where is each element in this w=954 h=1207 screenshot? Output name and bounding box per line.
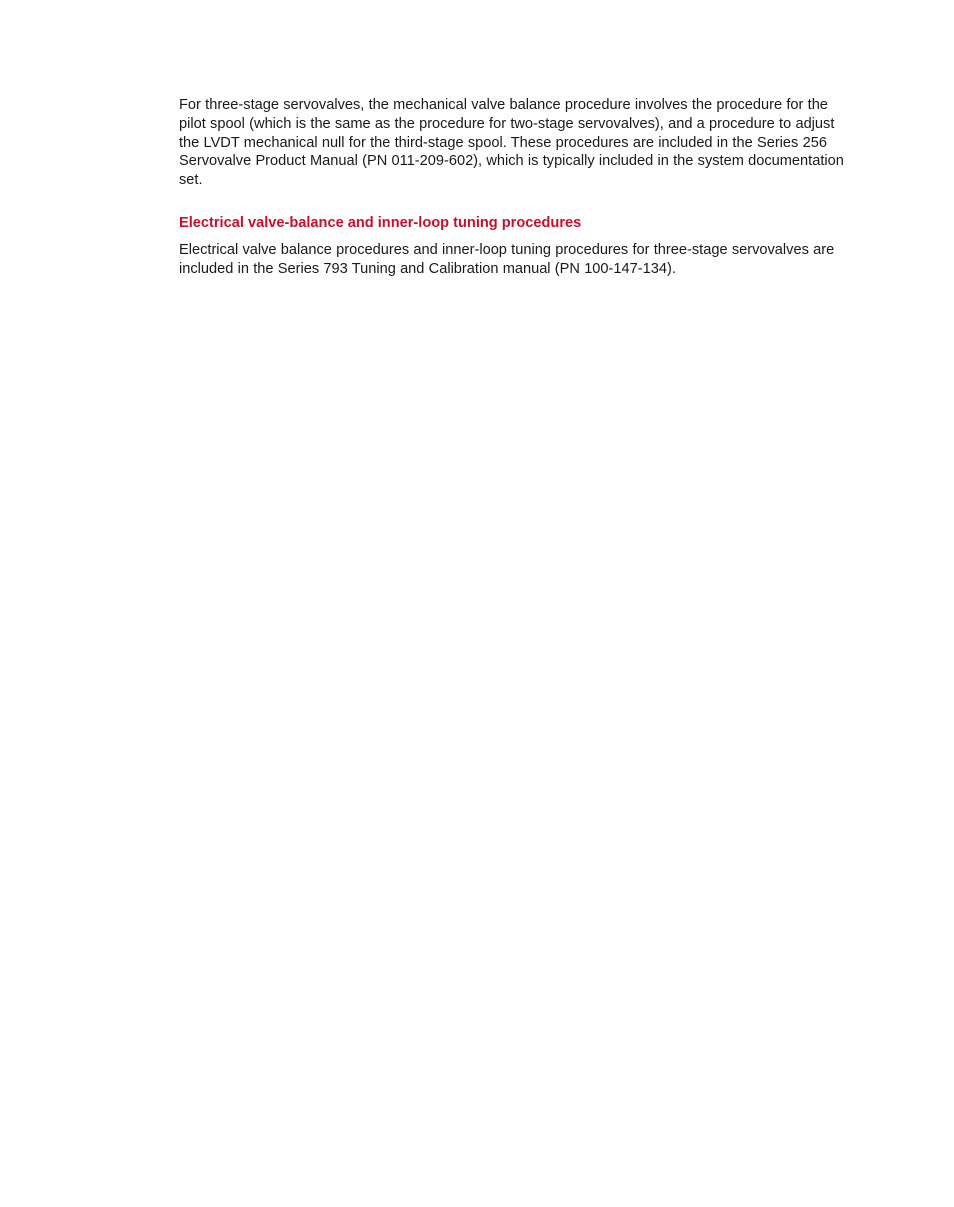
intro-paragraph: For three-stage servovalves, the mechanical valve balance procedure involves the procedure for the pilot spool (which is the same as the procedure for two-stage servovalves), and a procedure to adjust the LVDT mechanical null for the third-stage spool. These procedures are included in the Series 256 Servovalve Product Manual (PN 011-209-602), which is typically included in the system documentation set. [179, 97, 844, 189]
section-heading: Electrical valve-balance and inner-loop tuning procedures [179, 214, 582, 231]
document-page [179, 96, 847, 279]
section-paragraph: Electrical valve balance procedures and inner-loop tuning procedures for three-stage servovalves are included in the Series 793 Tuning and Calibration manual (PN 100-147-134). [179, 241, 835, 277]
